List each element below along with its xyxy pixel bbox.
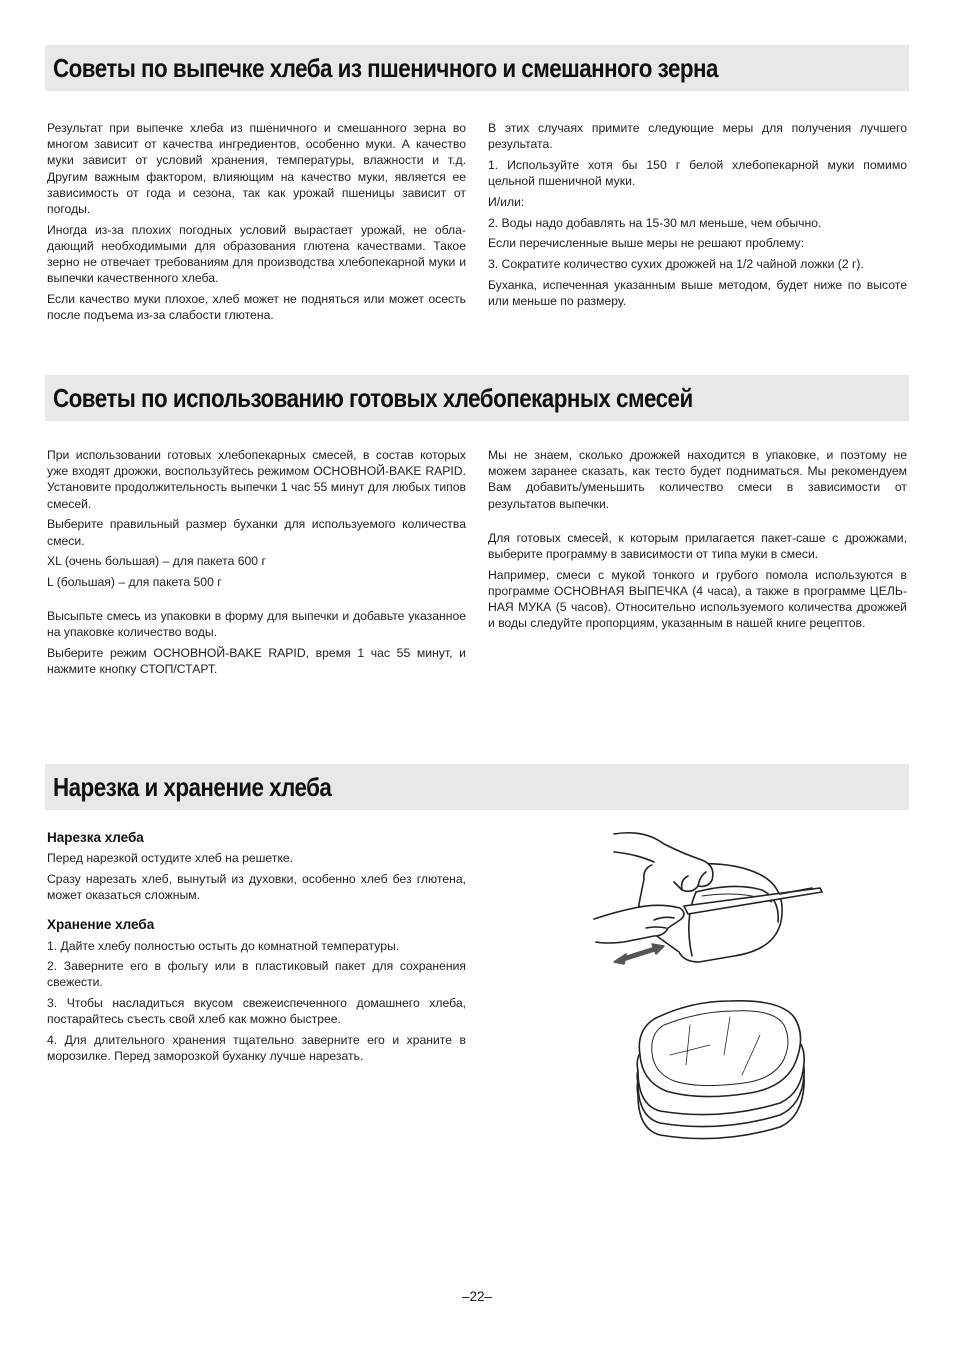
paragraph: L (большая) – для пакета 500 г xyxy=(47,574,222,589)
paragraph: 1. Используйте хотя бы 150 г белой хлебопекарной муки помимо цельной пшеничной муки. xyxy=(488,157,907,189)
section-header-wheat-bread xyxy=(45,45,909,91)
paragraph: Для готовых смесей, к которым прилагается пакет-саше с дрожжами, выберите программу в зависимости от типа муки в смеси. xyxy=(488,530,907,562)
paragraph: Перед нарезкой остудите хлеб на решетке. xyxy=(47,851,293,866)
section-header-bread-mixes xyxy=(45,375,909,421)
paragraph: При использовании готовых хлебопекарных смесей, в состав которых уже входят дрожжи, воспользуйтесь режимом ОСНОВНОЙ-BAKE RAPID. Установите продолжительность выпечки 1 час 55 минут для любых типов смесей. xyxy=(47,448,466,511)
paragraph: Например, смеси с мукой тонкого и грубого помола используются в программе ОСНОВНАЯ ВЫПЕЧКА (4 часа), а также в программе ЦЕЛЬНАЯ МУКА (5 часов). Относительно используемого количества дрожжей и воды следуйте пропорциям, указанным в нашей книге рецептов. xyxy=(488,567,907,631)
section-header-slicing-storage xyxy=(45,764,909,810)
paragraph: В этих случаях примите следующие меры для получения лучшего результата. xyxy=(488,121,907,152)
paragraph: Если перечисленные выше меры не решают проблему: xyxy=(488,236,805,251)
section-title: Нарезка и хранение хлеба xyxy=(53,772,332,802)
paragraph: Сразу нарезать хлеб, вынутый из духовки, особенно хлеб без глютена, может оказаться сложным. xyxy=(47,871,466,903)
subheading-slicing: Нарезка хлеба xyxy=(47,830,144,845)
section3-left-column xyxy=(47,830,466,1069)
paragraph: Если качество муки плохое, хлеб может не подняться или может осесть после подъема из-за слабости глютена. xyxy=(47,292,466,323)
paragraph: 1. Дайте хлебу полностью остыть до комнатной температуры. xyxy=(47,938,400,953)
paragraph: 2. Заверните его в фольгу или в пластиковый пакет для сохранения свежести. xyxy=(47,959,466,990)
paragraph: XL (очень большая) – для пакета 600 г xyxy=(47,554,266,569)
wrapped-bread-illustration xyxy=(630,995,810,1150)
paragraph: Мы не знаем, сколько дрожжей находится в упаковке, и поэтому не можем заранее сказать, как тесто будет подниматься. Мы рекомендуем Вам добавить/уменьшить количество смеси в зависимости от результатов выпечки. xyxy=(488,448,907,511)
section1-left-column xyxy=(47,120,466,328)
paragraph: 3. Чтобы насладиться вкусом свежеиспеченного домашнего хлеба, постарайтесь съесть свой хлеб как можно быстрее. xyxy=(47,996,466,1027)
section-title: Советы по использованию готовых хлебопекарных смесей xyxy=(53,383,693,413)
section1-right-column xyxy=(488,120,907,314)
section2-left-column xyxy=(47,447,466,682)
paragraph: 3. Сократите количество сухих дрожжей на 1/2 чайной ложки (2 г). xyxy=(488,256,864,271)
paragraph: Высыпьте смесь из упаковки в форму для выпечки и добавьте указанное на упаковке количество воды. xyxy=(47,609,466,640)
page-number: –22– xyxy=(461,1289,493,1304)
paragraph: 4. Для длительного хранения тщательно заверните его и храните в морозилке. Перед заморозкой буханку лучше нарезать. xyxy=(47,1033,466,1064)
paragraph: Буханка, испеченная указанным выше методом, будет ниже по высоте или меньше по размеру. xyxy=(488,277,907,308)
paragraph: Иногда из-за плохих погодных условий вырастает урожай, не обладающий необходимыми для образования глютена качествами. Такое зерно не отвечает требованиям для производства хлебопекарной муки и выпечки качественного хлеба. xyxy=(47,222,466,286)
paragraph: И/или: xyxy=(488,194,525,209)
subheading-storage: Хранение хлеба xyxy=(47,917,155,933)
paragraph: Выберите режим ОСНОВНОЙ-BAKE RAPID, время 1 час 55 минут, и нажмите кнопку СТОП/СТАРТ. xyxy=(47,646,466,677)
slicing-bread-illustration xyxy=(584,824,829,974)
section2-right-column xyxy=(488,447,907,636)
section-title: Советы по выпечке хлеба из пшеничного и смешанного зерна xyxy=(53,53,718,83)
paragraph: Результат при выпечке хлеба из пшеничного и смешанного зерна во многом зависит от качества ингредиентов, особенно муки. А качество муки зависит от условий хранения, температуры, влажности и т.д. Другим важным фактором, влияющим на качество муки, является ее зависимость от года и сезона, так как урожай пшеницы зависит от погоды. xyxy=(47,121,466,217)
paragraph: 2. Воды надо добавлять на 15-30 мл меньше, чем обычно. xyxy=(488,215,822,230)
paragraph: Выберите правильный размер буханки для используемого количества смеси. xyxy=(47,517,466,548)
